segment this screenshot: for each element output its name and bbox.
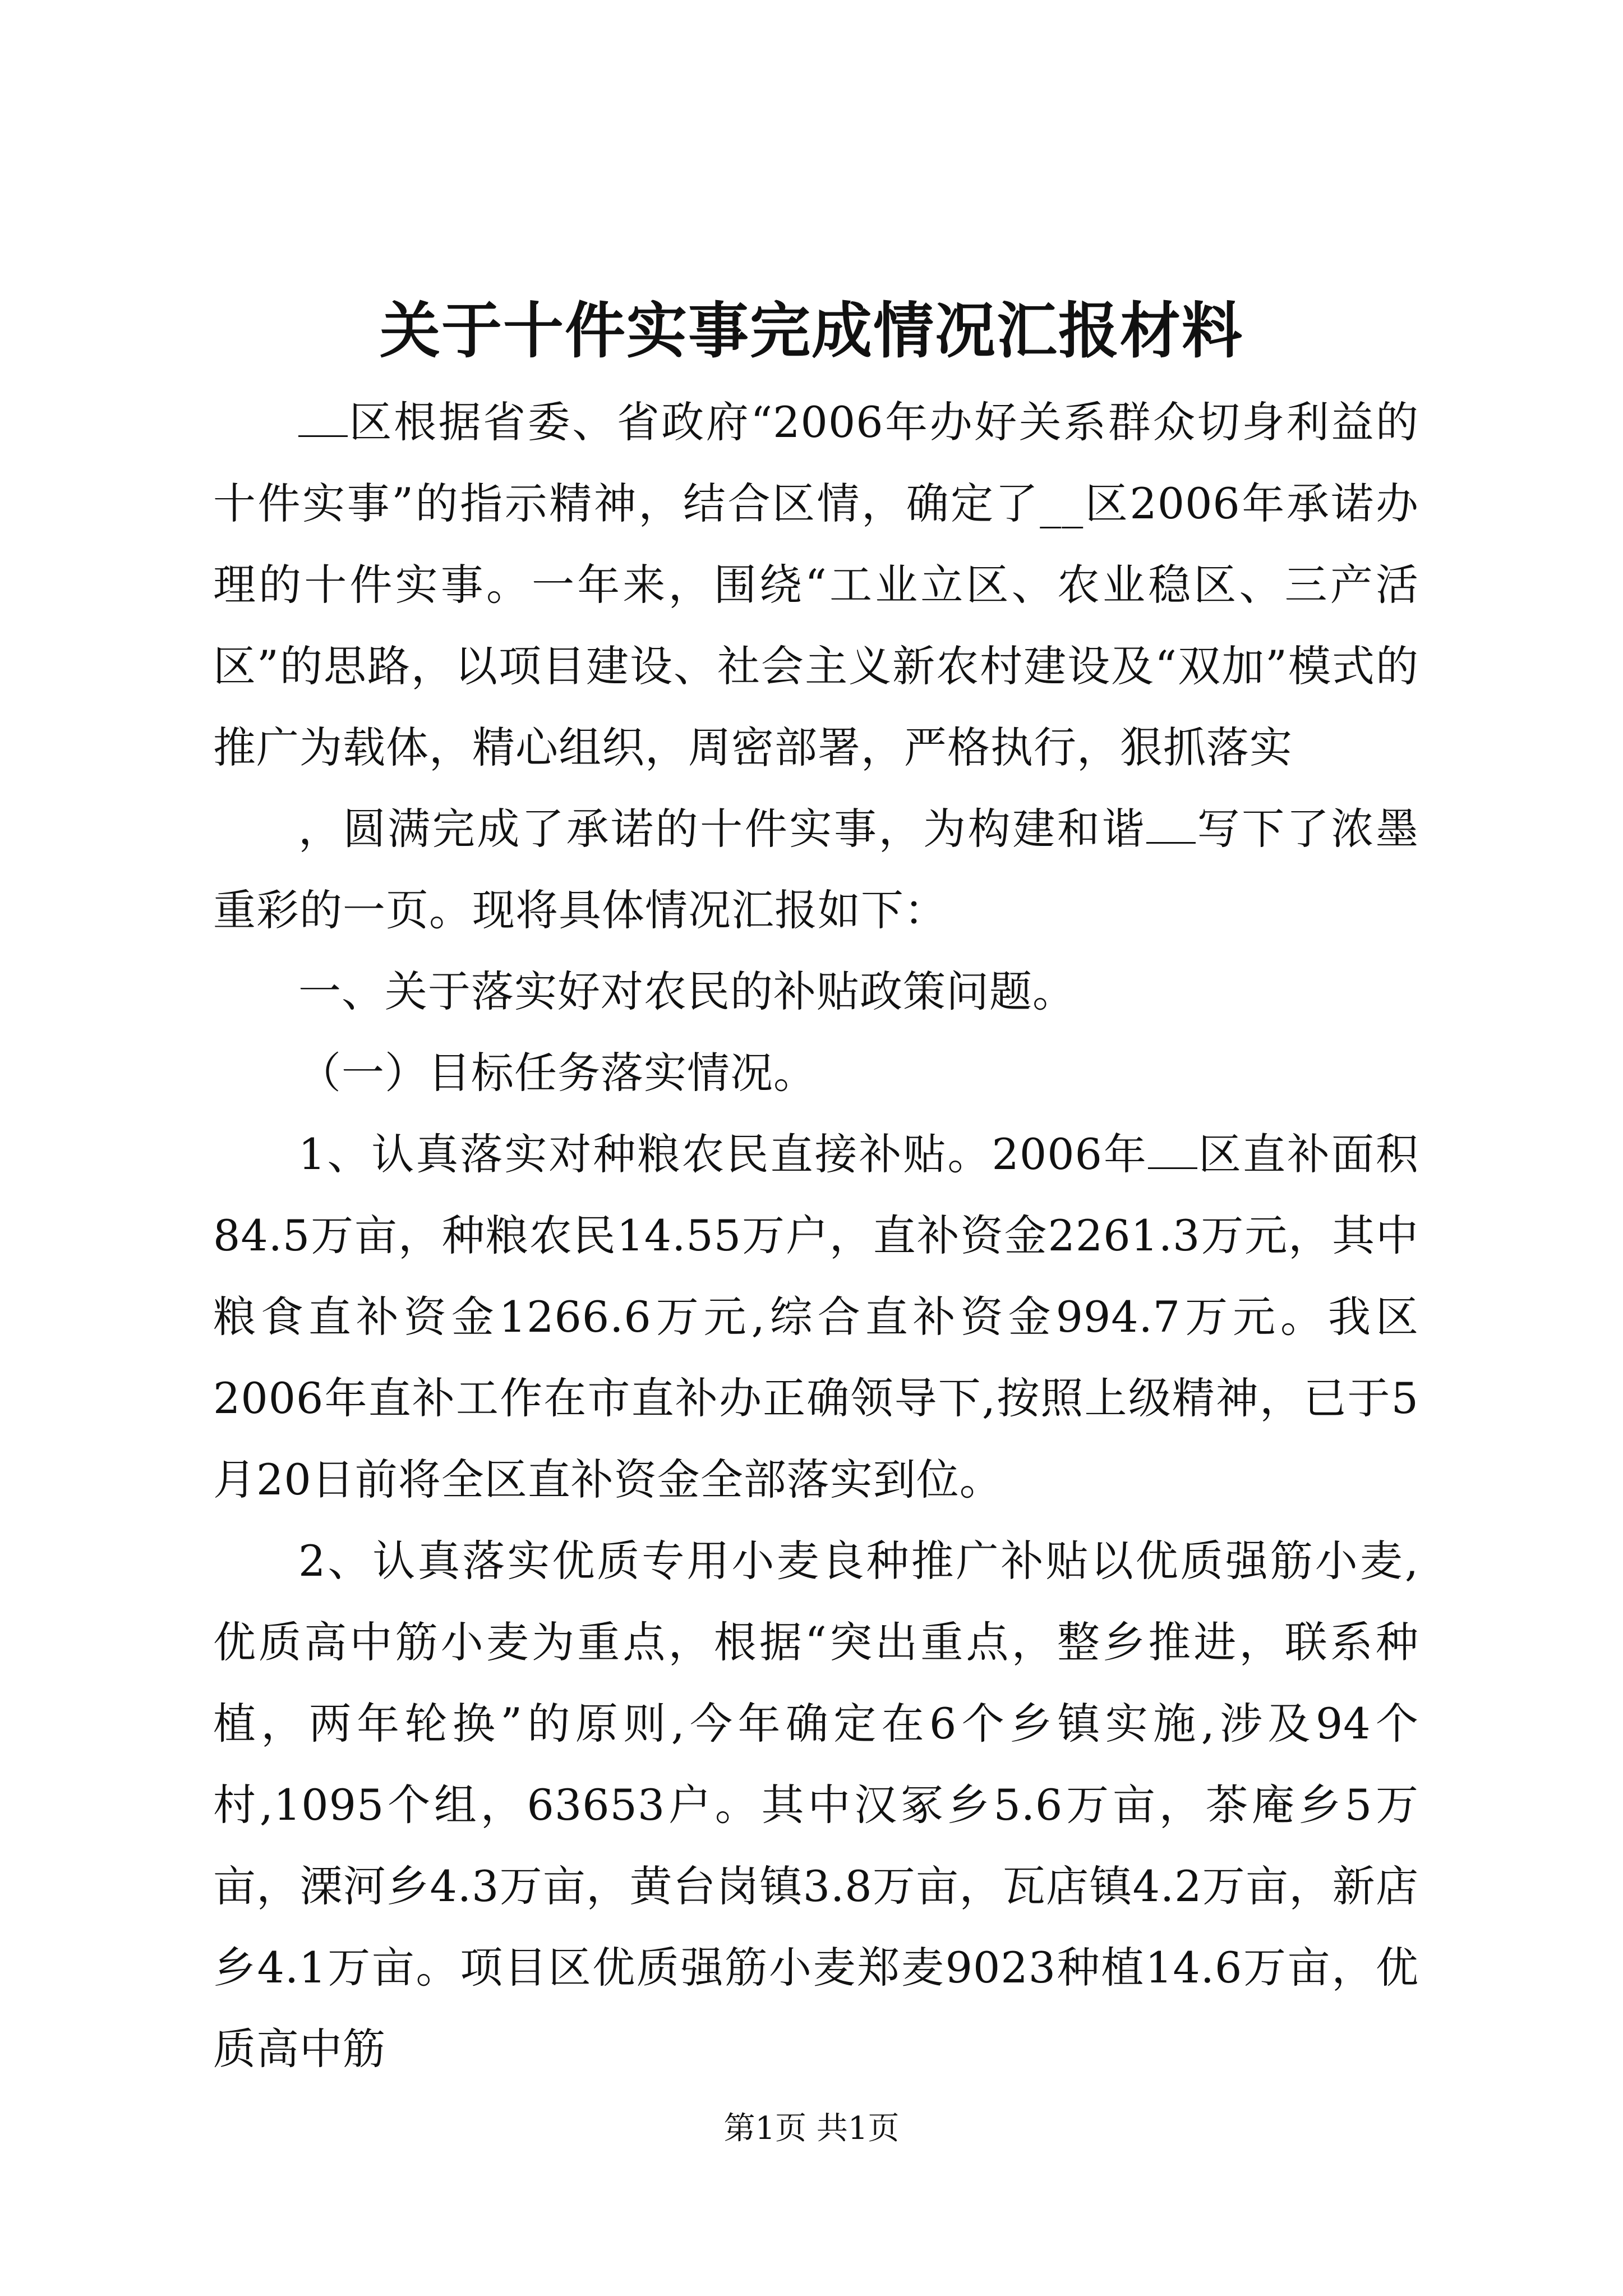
fill-blank	[298, 404, 348, 437]
fill-blank	[1148, 1136, 1197, 1169]
paragraph-summary	[213, 788, 1419, 951]
document-body	[213, 381, 1419, 2090]
subsection-heading-text: （一）目标任务落实情况。	[298, 1048, 817, 1098]
document-title: 关于十件实事完成情况汇报材料	[379, 296, 1243, 366]
paragraph-text-post: 写下了浓墨重彩的一页。现将具体情况汇报如下：	[213, 804, 1419, 935]
subsection-heading	[213, 1032, 1419, 1114]
paragraph-text-pre: ，圆满完成了承诺的十件实事，为构建和谐	[298, 804, 1147, 854]
paragraph-text-post: 区根据省委、省政府“2006年办好关系群众切身利益的十件实事”的指示精神，结合区情，确定了__区2006年承诺办理的十件实事。一年来，围绕“工业立区、农业稳区、三产活区”的思路，以项目建设、社会主义新农村建设及“双加”模式的推广为载体，精心组织，周密部署，严格执行，狠抓落实	[213, 397, 1419, 772]
paragraph-intro	[213, 381, 1419, 788]
paragraph-item-2	[213, 1520, 1419, 2090]
paragraph-text-pre: 2、认真落实优质专用小麦良种推广补贴以优质强筋小麦,优质高中筋小麦为重点，根据“突出重点，整乡推进，联系种植，两年轮换”的原则,今年确定在6个乡镇实施,涉及94个村,1095个组，63653户。其中汉冢乡5.6万亩，茶庵乡5万亩，溧河乡4.3万亩，黄台岗镇3.8万亩，瓦店镇4.2万亩，新店乡4.1万亩。项目区优质强筋小麦郑麦9023种植14.6万亩，优质高中筋	[213, 1536, 1419, 2074]
paragraph-text-pre: 1、认真落实对种粮农民直接补贴。2006年	[298, 1129, 1148, 1179]
page-footer: 第1页 共1页	[723, 2110, 900, 2147]
paragraph-item-1	[213, 1114, 1419, 1520]
paragraph-text-post: 区直补面积84.5万亩，种粮农民14.55万户，直补资金2261.3万元，其中粮食直补资金1266.6万元,综合直补资金994.7万元。我区2006年直补工作在市直补办正确领导下,按照上级精神，已于5月20日前将全区直补资金全部落实到位。	[213, 1129, 1419, 1504]
section-heading	[213, 951, 1419, 1032]
fill-blank	[1146, 811, 1196, 844]
section-heading-text: 一、关于落实好对农民的补贴政策问题。	[298, 967, 1076, 1016]
